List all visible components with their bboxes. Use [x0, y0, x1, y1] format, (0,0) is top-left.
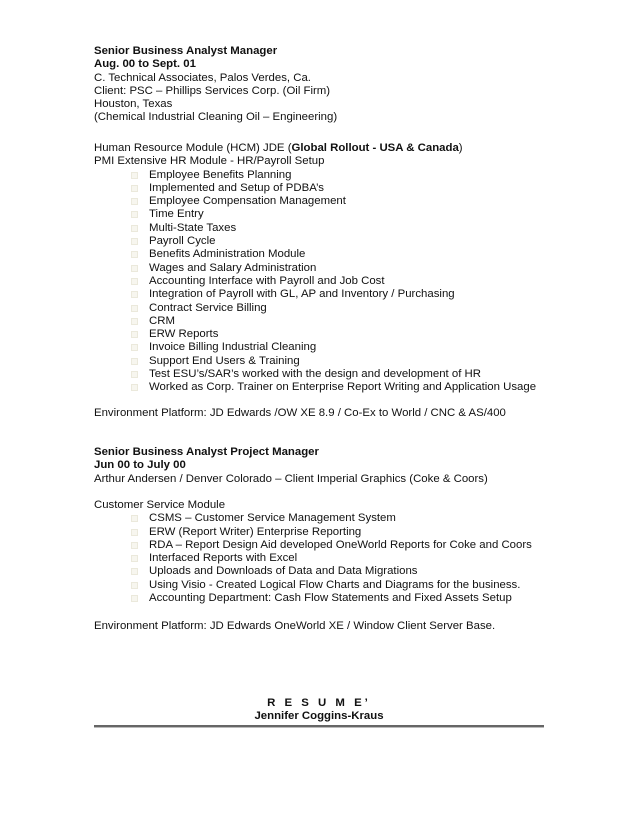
job1-bullet-list: [94, 169, 554, 395]
job1-environment: Environment Platform: JD Edwards /OW XE 8.9 / Co-Ex to World / CNC & AS/400: [94, 407, 506, 419]
list-item: Employee Benefits Planning: [131, 169, 554, 182]
bullet-icon: [131, 568, 138, 575]
bullet-icon: [131, 198, 138, 205]
job2-module: Customer Service Module: [94, 499, 226, 511]
bullet-icon: [131, 371, 138, 378]
job1-environment-block: [94, 407, 554, 420]
job2-environment-block: [94, 620, 554, 633]
job2-company: Arthur Andersen / Denver Colorado – Client Imperial Graphics (Coke & Coors): [94, 472, 488, 485]
list-item: Uploads and Downloads of Data and Data Migrations: [131, 565, 554, 578]
bullet-icon: [131, 529, 138, 536]
job1-title: Senior Business Analyst Manager: [94, 45, 278, 57]
bullet-icon: [131, 384, 138, 391]
job1-module-section: [94, 142, 554, 395]
list-item: Time Entry: [131, 208, 554, 221]
list-item: Worked as Corp. Trainer on Enterprise Report Writing and Application Usage: [131, 381, 554, 394]
bullet-icon: [131, 172, 138, 179]
bullet-icon: [131, 582, 138, 589]
bullet-icon: [131, 251, 138, 258]
list-item: CSMS – Customer Service Management System: [131, 512, 554, 525]
footer-divider: [94, 725, 544, 728]
job1-client: Client: PSC – Phillips Services Corp. (Oil Firm): [94, 84, 331, 97]
bullet-icon: [131, 331, 138, 338]
bullet-icon: [131, 185, 138, 192]
job2-dates: Jun 00 to July 00: [94, 459, 186, 472]
bullet-icon: [131, 278, 138, 285]
bullet-icon: [131, 238, 138, 245]
bullet-icon: [131, 542, 138, 549]
list-item: ERW Reports: [131, 328, 554, 341]
list-item: Wages and Salary Administration: [131, 262, 554, 275]
job2-title: Senior Business Analyst Project Manager: [94, 446, 319, 458]
bullet-icon: [131, 265, 138, 272]
bullet-icon: [131, 305, 138, 312]
job1-hr-module-prefix: Human Resource Module (HCM) JDE (: [94, 142, 292, 154]
job1-hr-module: [94, 142, 554, 155]
list-item: Integration of Payroll with GL, AP and Inventory / Purchasing: [131, 288, 554, 301]
job2-module-section: [94, 499, 554, 605]
list-item: Benefits Administration Module: [131, 248, 554, 261]
job2-environment: Environment Platform: JD Edwards OneWorld XE / Window Client Server Base.: [94, 620, 496, 632]
list-item: Accounting Department: Cash Flow Statements and Fixed Assets Setup: [131, 592, 554, 605]
bullet-icon: [131, 555, 138, 562]
resume-footer: [0, 697, 638, 724]
list-item: Invoice Billing Industrial Cleaning: [131, 341, 554, 354]
job1-dates: Aug. 00 to Sept. 01: [94, 58, 196, 71]
job2-bullet-list: [94, 512, 554, 605]
job1-pmi: PMI Extensive HR Module - HR/Payroll Setup: [94, 155, 325, 168]
bullet-icon: [131, 225, 138, 232]
list-item: Payroll Cycle: [131, 235, 554, 248]
list-item: Using Visio - Created Logical Flow Charts and Diagrams for the business.: [131, 579, 554, 592]
resume-name: Jennifer Coggins-Kraus: [254, 710, 384, 723]
bullet-icon: [131, 595, 138, 602]
list-item: Multi-State Taxes: [131, 222, 554, 235]
list-item: Accounting Interface with Payroll and Job Cost: [131, 275, 554, 288]
list-item: CRM: [131, 315, 554, 328]
list-item: RDA – Report Design Aid developed OneWorld Reports for Coke and Coors: [131, 539, 554, 552]
job1-hr-module-rollout: Global Rollout - USA & Canada: [291, 142, 459, 154]
bullet-icon: [131, 358, 138, 365]
list-item: Implemented and Setup of PDBA’s: [131, 182, 554, 195]
job1-industry: (Chemical Industrial Cleaning Oil – Engineering): [94, 111, 338, 124]
job1-hr-module-suffix: ): [458, 142, 463, 154]
bullet-icon: [131, 515, 138, 522]
job1-company: C. Technical Associates, Palos Verdes, Ca.: [94, 71, 311, 84]
job2-header: [94, 446, 554, 486]
bullet-icon: [131, 211, 138, 218]
list-item: Contract Service Billing: [131, 302, 554, 315]
list-item: Employee Compensation Management: [131, 195, 554, 208]
list-item: Interfaced Reports with Excel: [131, 552, 554, 565]
list-item: ERW (Report Writer) Enterprise Reporting: [131, 526, 554, 539]
resume-heading: R E S U M E’: [267, 697, 371, 709]
bullet-icon: [131, 318, 138, 325]
list-item: Test ESU’s/SAR’s worked with the design and development of HR: [131, 368, 554, 381]
job1-location: Houston, Texas: [94, 98, 173, 111]
list-item: Support End Users & Training: [131, 355, 554, 368]
job1-header: [94, 45, 554, 125]
bullet-icon: [131, 291, 138, 298]
bullet-icon: [131, 344, 138, 351]
